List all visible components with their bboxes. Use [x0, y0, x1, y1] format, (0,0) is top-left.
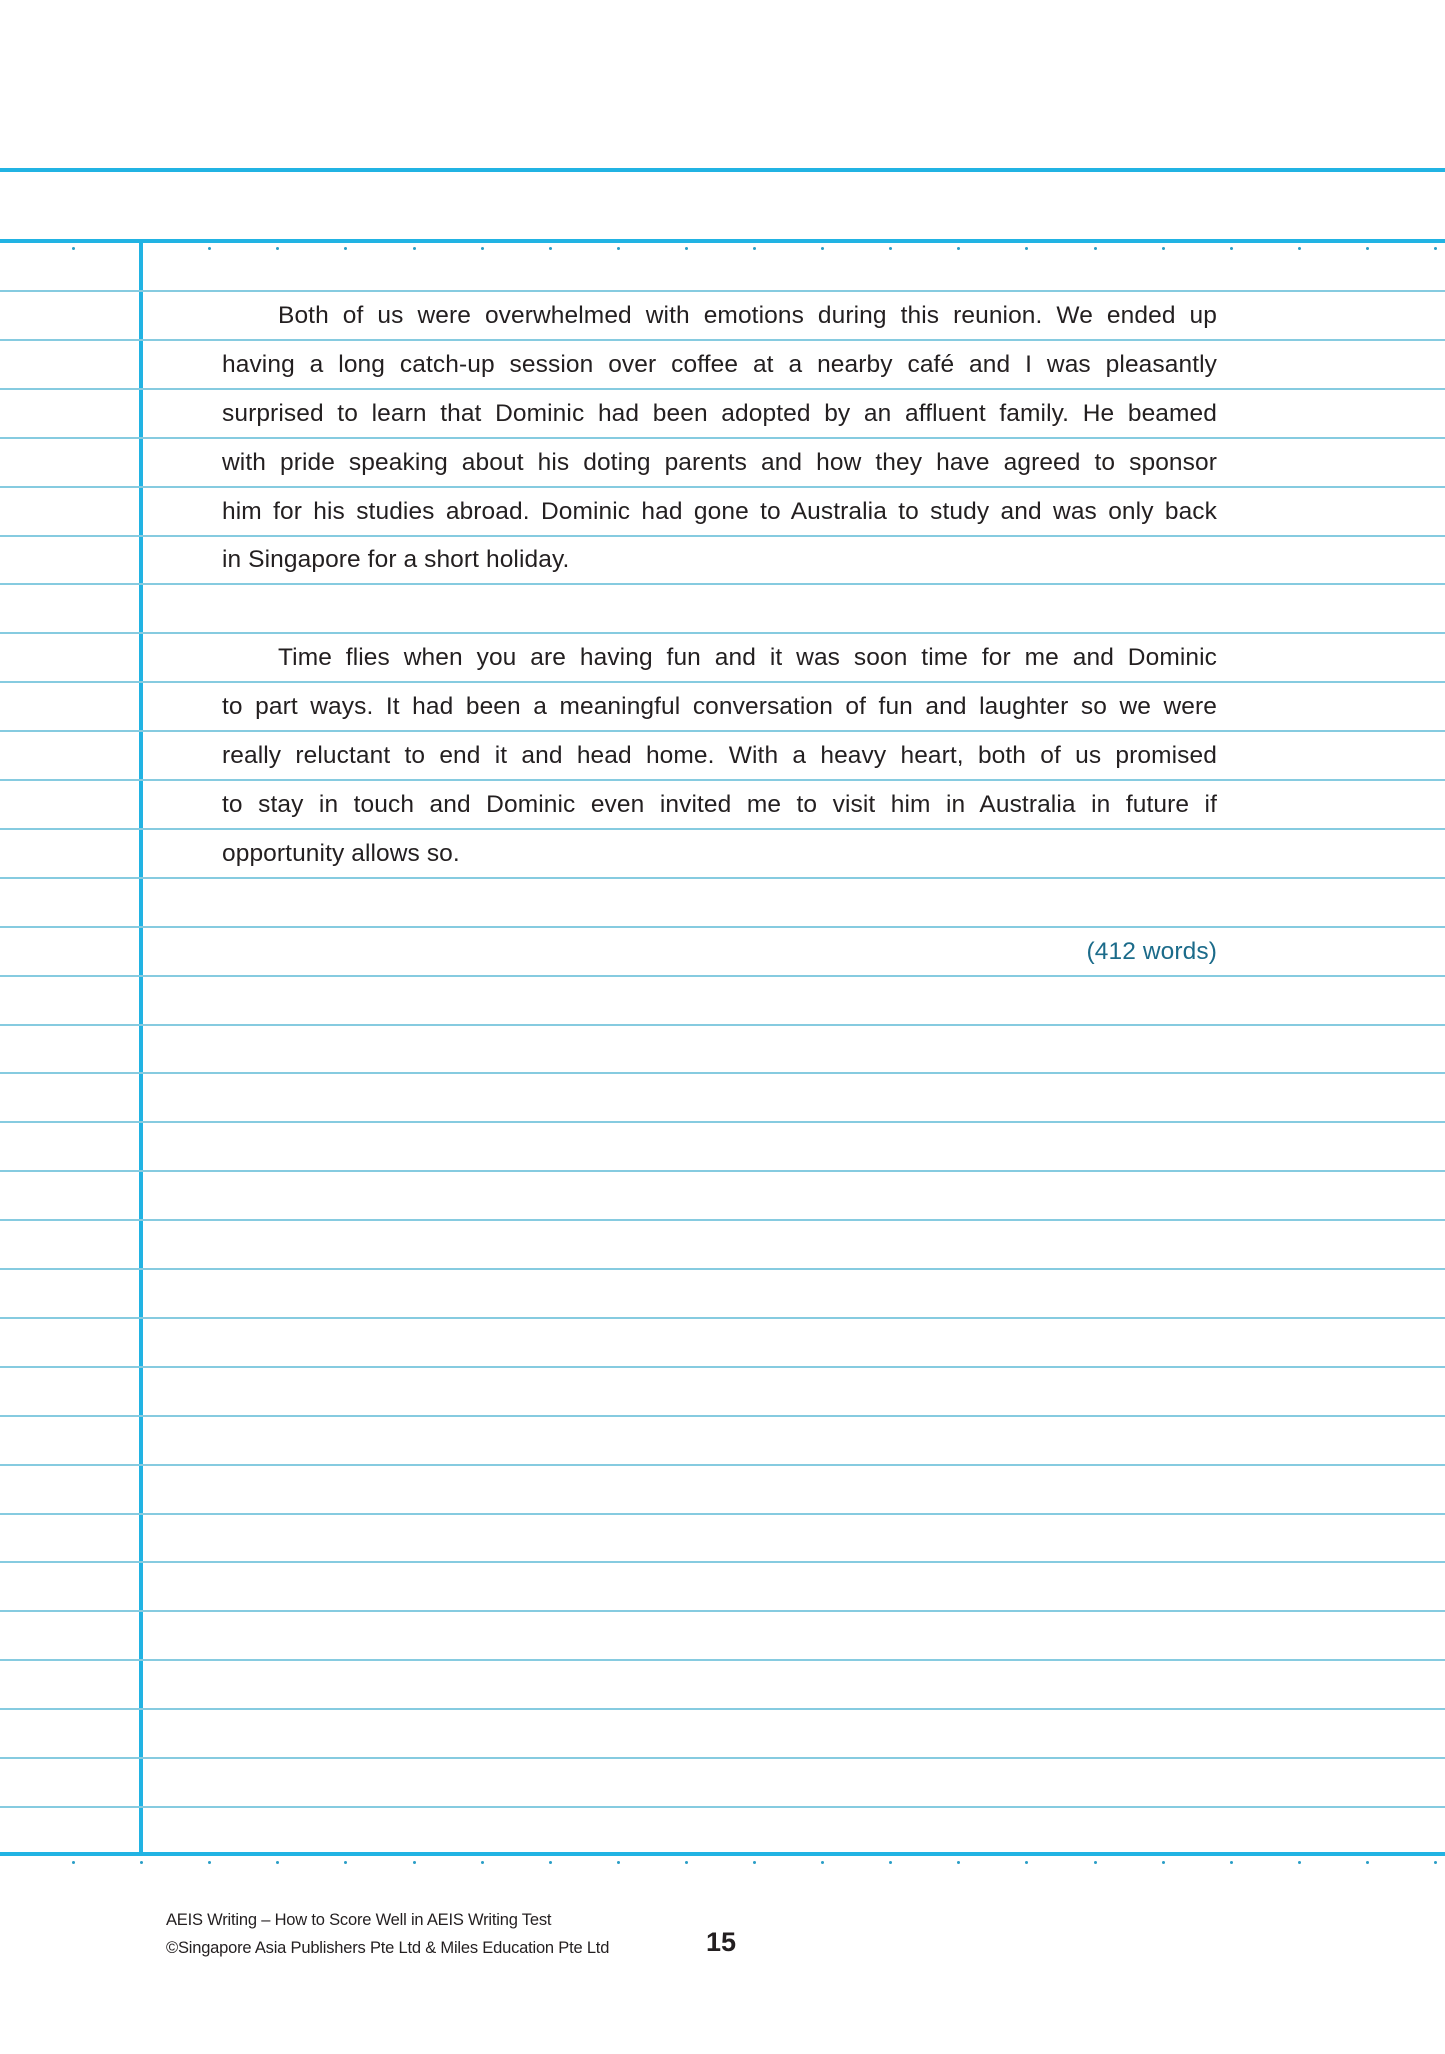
book-title: AEIS Writing – How to Score Well in AEIS Writing Test	[166, 1911, 552, 1929]
margin-dot	[1298, 247, 1301, 250]
ruled-line	[0, 1806, 1445, 1808]
margin-dot	[72, 1861, 75, 1864]
essay-text	[222, 290, 1217, 974]
margin-dot	[1162, 247, 1165, 250]
ruled-line	[0, 1610, 1445, 1612]
paragraph-1-line-3: surprised to learn that Dominic had been adopted by an affluent family. He beamed	[222, 399, 1217, 427]
paragraph-1-line-4: with pride speaking about his doting parents and how they have agreed to sponsor	[222, 448, 1217, 476]
margin-dot	[957, 1861, 960, 1864]
margin-dot	[1230, 1861, 1233, 1864]
margin-dot	[1366, 247, 1369, 250]
margin-dot	[1094, 247, 1097, 250]
margin-dot	[413, 247, 416, 250]
margin-dot	[140, 1861, 143, 1864]
paragraph-1-line-6: in Singapore for a short holiday.	[222, 546, 570, 574]
margin-dot	[889, 247, 892, 250]
paragraph-1-line-2: having a long catch-up session over coffee at a nearby café and I was pleasantly	[222, 350, 1217, 378]
margin-dot	[1298, 1861, 1301, 1864]
paragraph-2-line-4: to stay in touch and Dominic even invited me to visit him in Australia in future if	[222, 790, 1217, 818]
blank-line	[222, 583, 1217, 632]
margin-dot	[685, 247, 688, 250]
paragraph-1-line-5: him for his studies abroad. Dominic had gone to Australia to study and was only back	[222, 497, 1217, 525]
blank-line	[222, 877, 1217, 926]
margin-dot	[753, 1861, 756, 1864]
ruled-line	[0, 1024, 1445, 1026]
footer	[166, 1906, 609, 1962]
ruled-line	[0, 1757, 1445, 1759]
paragraph-2-line-5: opportunity allows so.	[222, 839, 460, 867]
ruled-line	[0, 1464, 1445, 1466]
margin-dot	[549, 247, 552, 250]
ruled-line	[0, 1317, 1445, 1319]
ruled-line	[0, 1072, 1445, 1074]
margin-dot	[276, 247, 279, 250]
ruled-line	[0, 1659, 1445, 1661]
paragraph-2-line-2: to part ways. It had been a meaningful conversation of fun and laughter so we were	[222, 693, 1217, 721]
margin-dot	[753, 247, 756, 250]
ruled-line	[0, 1415, 1445, 1417]
ruled-line	[0, 1170, 1445, 1172]
margin-dot	[889, 1861, 892, 1864]
margin-dot	[957, 247, 960, 250]
margin-dot	[1025, 1861, 1028, 1864]
margin-dot	[1434, 247, 1437, 250]
paragraph-2-line-1: Time flies when you are having fun and it was soon time for me and Dominic	[278, 644, 1217, 672]
margin-dot	[1162, 1861, 1165, 1864]
margin-dot	[208, 1861, 211, 1864]
margin-dot	[208, 247, 211, 250]
margin-dot	[1025, 247, 1028, 250]
margin-dot	[617, 1861, 620, 1864]
margin-dot	[72, 247, 75, 250]
ruled-line	[0, 1121, 1445, 1123]
ruled-line	[0, 1561, 1445, 1563]
paragraph-2-line-3: really reluctant to end it and head home. With a heavy heart, both of us promised	[222, 742, 1217, 770]
page-number: 15	[706, 1927, 737, 1957]
paragraph-1-line-1: Both of us were overwhelmed with emotions during this reunion. We ended up	[278, 302, 1217, 329]
word-count: (412 words)	[1086, 937, 1217, 965]
copyright-notice: ©Singapore Asia Publishers Pte Ltd & Miles Education Pte Ltd	[166, 1939, 610, 1957]
margin-dot	[344, 247, 347, 250]
margin-dot	[1230, 247, 1233, 250]
ruled-line	[0, 1708, 1445, 1710]
margin-dot	[481, 1861, 484, 1864]
margin-dot	[685, 1861, 688, 1864]
ruled-line	[0, 1219, 1445, 1221]
margin-dot	[1434, 1861, 1437, 1864]
ruled-line	[0, 1513, 1445, 1515]
ruled-line	[0, 975, 1445, 977]
margin-dot	[344, 1861, 347, 1864]
margin-dot	[617, 247, 620, 250]
ruled-line	[0, 1366, 1445, 1368]
margin-dot	[481, 247, 484, 250]
margin-dot	[549, 1861, 552, 1864]
margin-dot	[276, 1861, 279, 1864]
margin-dot	[413, 1861, 416, 1864]
margin-dot	[1094, 1861, 1097, 1864]
ruled-line	[0, 1268, 1445, 1270]
margin-dot	[1366, 1861, 1369, 1864]
margin-dot	[821, 1861, 824, 1864]
margin-dot	[821, 247, 824, 250]
